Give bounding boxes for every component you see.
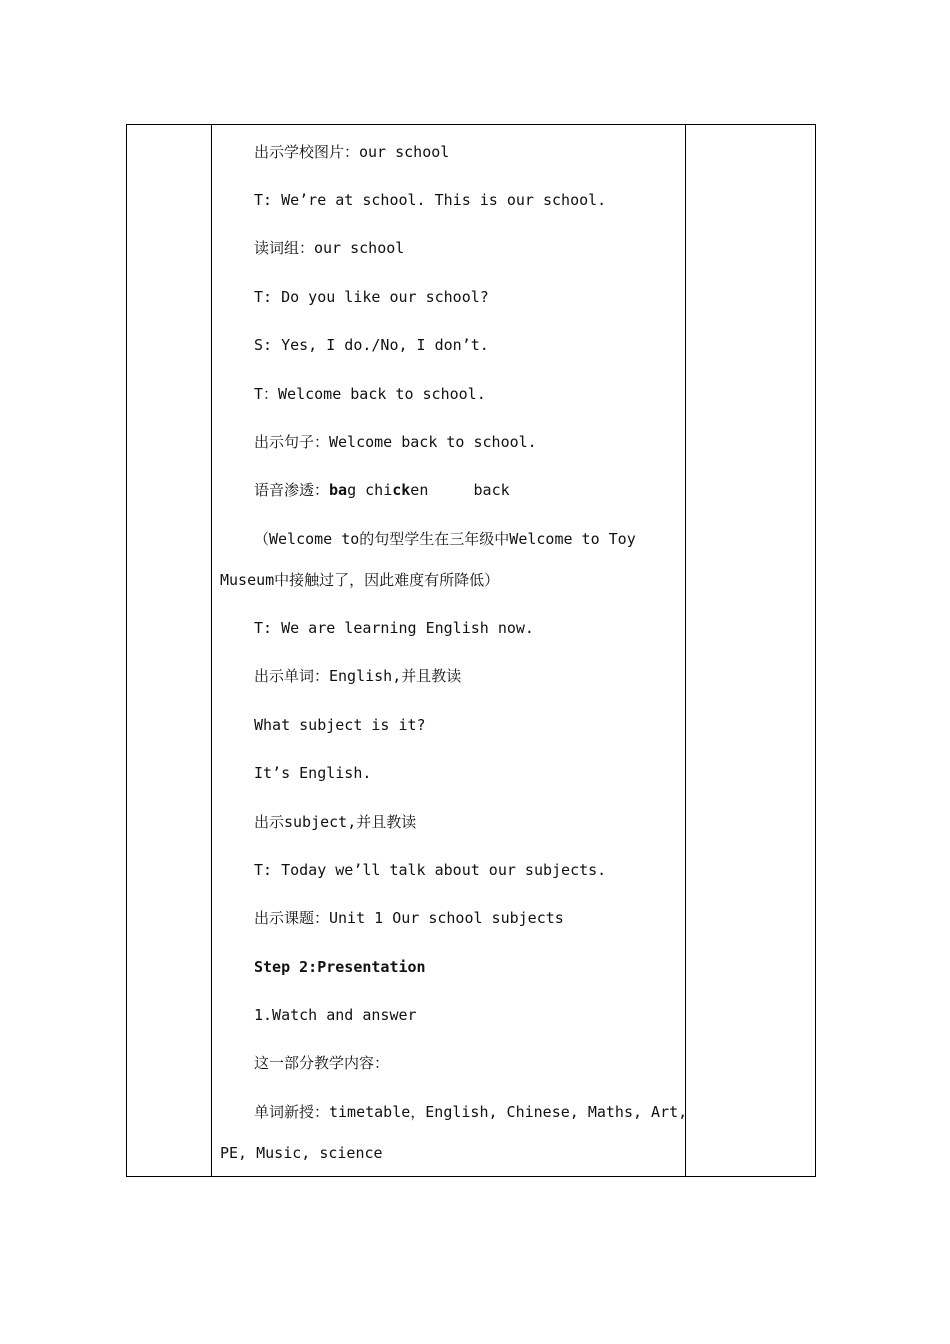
text-line: 1.Watch and answer [254,1006,417,1024]
text-line: T: We’re at school. This is our school. [254,191,607,209]
text-line: T：Welcome back to school. [254,385,486,403]
phonics-word-part: g chi [347,481,393,499]
phonics-word-part: en [410,481,429,499]
note-line: （Welcome to的句型学生在三年级中Welcome to Toy [254,530,636,548]
phonics-label: 语音渗透： [254,481,330,499]
vocab-line: 单词新授：timetable，English, Chinese, Maths, Art, [254,1103,688,1121]
note-line-continued: Museum中接触过了，因此难度有所降低） [220,571,500,589]
vocab-line-continued: PE, Music, science [220,1144,383,1162]
text-line: 这一部分教学内容： [254,1054,390,1072]
text-line: S: Yes, I do./No, I don’t. [254,336,489,354]
text-line: 出示课题：Unit 1 Our school subjects [254,909,564,927]
text-line: 出示subject,并且教读 [254,813,417,831]
teaching-process-cell [212,125,688,1176]
step-heading: Step 2:Presentation [254,958,426,976]
phonics-line [254,481,510,499]
text-line: 出示句子：Welcome back to school. [254,433,537,451]
text-line: T: We are learning English now. [254,619,534,637]
text-line: T: Today we’ll talk about our subjects. [254,861,607,879]
phonics-word: back [473,481,510,499]
phonics-highlight: ck [392,481,411,499]
text-line: 出示单词：English,并且教读 [254,667,462,685]
text-line: What subject is it? [254,716,426,734]
lesson-plan-table [126,124,816,1177]
text-line: T: Do you like our school? [254,288,489,306]
text-line: 读词组：our school [254,239,405,257]
column-divider-right [685,125,686,1176]
text-line: 出示学校图片：our school [254,143,450,161]
text-line: It’s English. [254,764,372,782]
phonics-highlight: ba [329,481,348,499]
